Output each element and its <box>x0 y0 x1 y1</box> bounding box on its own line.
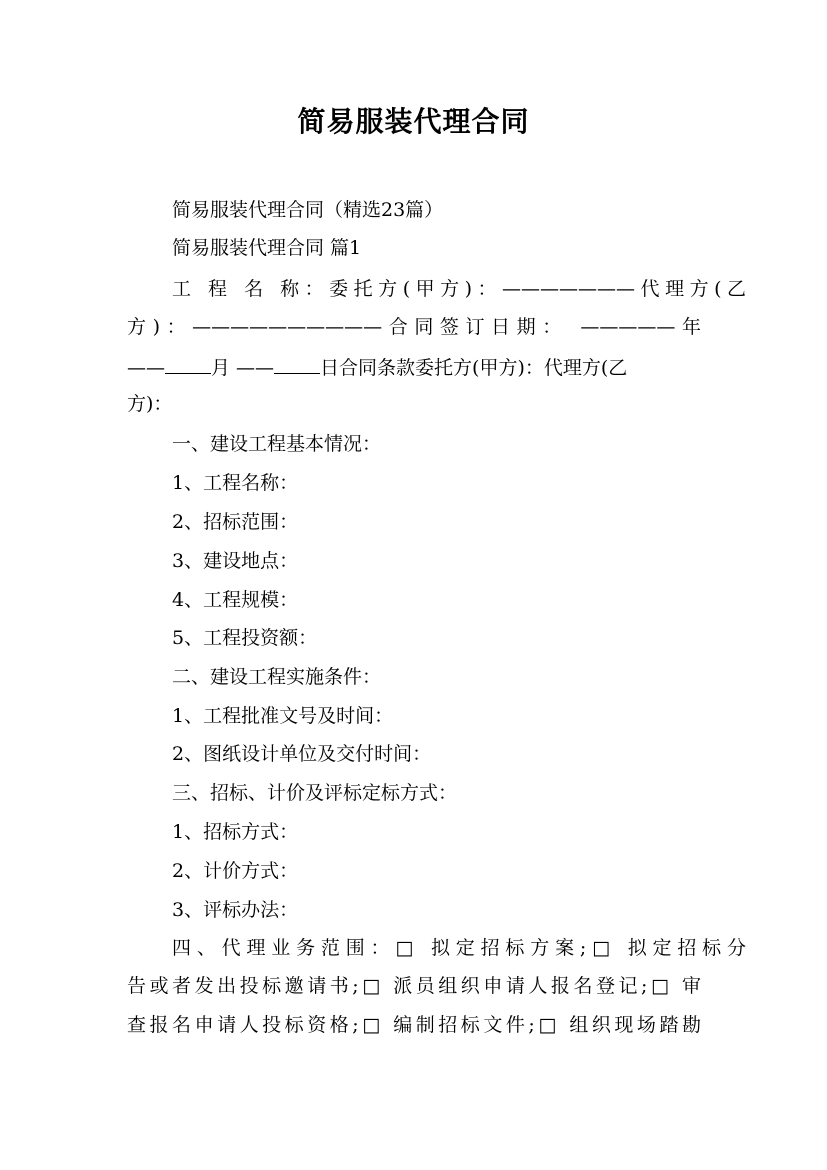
clause-item: 4、工程规模： <box>172 589 299 611</box>
paragraph-line <box>127 353 701 380</box>
clause-item: 1、招标方式： <box>172 821 299 843</box>
clause-item: 二、建设工程实施条件： <box>172 666 382 688</box>
clause-item: 三、招标、计价及评标定标方式： <box>172 782 458 804</box>
section-heading: 简易服装代理合同 篇1 <box>172 237 362 259</box>
paragraph-line: 方)：——————————合同签订日期： —————年 <box>127 316 701 338</box>
paragraph-text: —— <box>127 357 165 379</box>
paragraph-line: 查报名申请人投标资格;□ 编制招标文件;□ 组织现场踏勘 <box>127 1014 701 1036</box>
clause-item: 5、工程投资额： <box>172 627 318 649</box>
paragraph-line: 工 程 名 称：委托方(甲方)：———————代理方(乙 <box>172 278 746 300</box>
month-blank <box>165 353 211 374</box>
document-subtitle: 简易服装代理合同（精选23篇） <box>172 199 444 221</box>
paragraph-line: 告或者发出投标邀请书;□ 派员组织申请人报名登记;□ 审 <box>127 975 701 997</box>
paragraph-line: 四、代理业务范围：□ 拟定招标方案;□ 拟定招标分 <box>172 937 746 959</box>
paragraph-text: 日合同条款委托方(甲方)：代理方(乙 <box>320 357 628 379</box>
clause-item: 一、建设工程基本情况： <box>172 433 382 455</box>
clause-item: 3、建设地点： <box>172 550 299 572</box>
document-title: 简易服装代理合同 <box>297 105 530 138</box>
clause-item: 1、工程批准文号及时间： <box>172 705 394 727</box>
clause-item: 2、图纸设计单位及交付时间： <box>172 743 432 765</box>
paragraph-text: 月 —— <box>211 357 275 379</box>
day-blank <box>274 353 320 374</box>
paragraph-line: 方)： <box>127 393 173 415</box>
clause-item: 1、工程名称： <box>172 472 299 494</box>
clause-item: 3、评标办法： <box>172 899 299 921</box>
clause-item: 2、招标范围： <box>172 511 299 533</box>
clause-item: 2、计价方式： <box>172 860 299 882</box>
